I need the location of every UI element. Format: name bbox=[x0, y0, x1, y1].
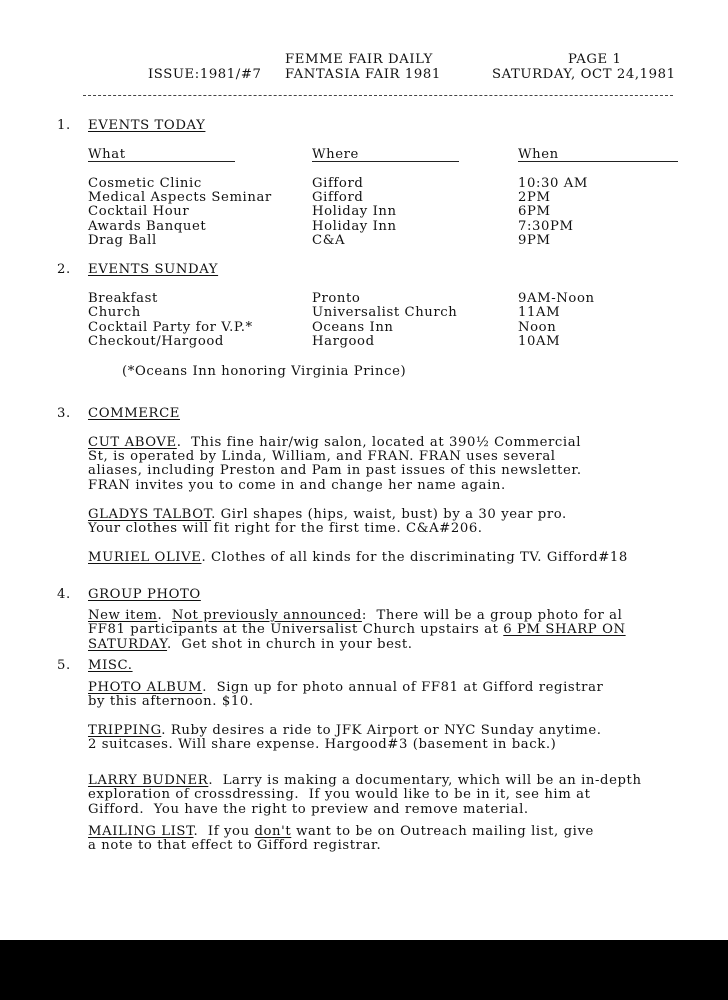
page-number: PAGE 1 bbox=[568, 52, 622, 67]
scan-bottom-border bbox=[0, 940, 728, 1000]
event-what: Awards Banquet bbox=[88, 219, 207, 234]
event-when: 10:30 AM bbox=[518, 176, 589, 191]
text: : There will be a group photo for al bbox=[361, 608, 623, 623]
event-when: 2PM bbox=[518, 190, 551, 205]
event-where: C&A bbox=[312, 233, 346, 248]
event-where: Pronto bbox=[312, 291, 361, 306]
section-number: 5. bbox=[57, 658, 71, 673]
section-title: GROUP PHOTO bbox=[88, 587, 201, 602]
event-where: Hargood bbox=[312, 334, 375, 349]
text: . bbox=[157, 608, 172, 623]
emphasis: Not previously announced bbox=[171, 608, 362, 623]
item-text: Gifford. You have the right to preview and remove material. bbox=[88, 802, 529, 817]
event-where: Oceans Inn bbox=[312, 320, 394, 335]
event-when: 11AM bbox=[518, 305, 561, 320]
item-text: want to be on Outreach mailing list, give bbox=[291, 824, 594, 839]
event-when: 6PM bbox=[518, 204, 551, 219]
section-number: 3. bbox=[57, 406, 71, 421]
group-photo-line-3 bbox=[88, 637, 413, 652]
event-name: FANTASIA FAIR 1981 bbox=[285, 67, 441, 82]
event-what: Drag Ball bbox=[88, 233, 157, 248]
item-name: LARRY BUDNER bbox=[88, 773, 209, 788]
column-underline bbox=[518, 161, 678, 162]
event-when: 9AM-Noon bbox=[518, 291, 595, 306]
text: FF81 participants at the Universalist Church upstairs at bbox=[88, 622, 504, 637]
event-where: Gifford bbox=[312, 176, 364, 191]
event-when: 7:30PM bbox=[518, 219, 574, 234]
event-what: Medical Aspects Seminar bbox=[88, 190, 272, 205]
event-where: Holiday Inn bbox=[312, 204, 397, 219]
item-tripping bbox=[88, 723, 602, 738]
item-text: 2 suitcases. Will share expense. Hargood#3 (basement in back.) bbox=[88, 737, 557, 752]
business-name: GLADYS TALBOT bbox=[88, 507, 212, 522]
item-name: PHOTO ALBUM bbox=[88, 680, 203, 695]
item-photo-album bbox=[88, 680, 603, 695]
text: . Get shot in church in your best. bbox=[167, 637, 413, 652]
column-underline bbox=[312, 161, 459, 162]
event-what: Church bbox=[88, 305, 141, 320]
listing-text: St, is operated by Linda, William, and FRAN. FRAN uses several bbox=[88, 449, 556, 464]
item-larry-budner bbox=[88, 773, 642, 788]
emphasis: New item bbox=[88, 608, 158, 623]
section-number: 4. bbox=[57, 587, 71, 602]
column-header-where: Where bbox=[312, 147, 359, 162]
event-what: Cocktail Party for V.P.* bbox=[88, 320, 253, 335]
listing-text: . Clothes of all kinds for the discriminating TV. Gifford#18 bbox=[201, 550, 628, 565]
issue-date: SATURDAY, OCT 24,1981 bbox=[492, 67, 676, 82]
event-what: Checkout/Hargood bbox=[88, 334, 224, 349]
group-photo-line-1 bbox=[88, 608, 622, 623]
listing-text: aliases, including Preston and Pam in past issues of this newsletter. bbox=[88, 463, 582, 478]
event-what: Cosmetic Clinic bbox=[88, 176, 202, 191]
group-photo-line-2 bbox=[88, 622, 626, 637]
item-text: exploration of crossdressing. If you would like to be in it, see him at bbox=[88, 787, 591, 802]
section-title: MISC. bbox=[88, 658, 133, 673]
item-text: a note to that effect to Gifford registrar. bbox=[88, 838, 382, 853]
event-what: Breakfast bbox=[88, 291, 158, 306]
item-name: TRIPPING bbox=[88, 723, 162, 738]
item-text: . Sign up for photo annual of FF81 at Gifford registrar bbox=[202, 680, 604, 695]
newsletter-title: FEMME FAIR DAILY bbox=[285, 52, 433, 67]
footnote: (*Oceans Inn honoring Virginia Prince) bbox=[122, 364, 407, 379]
event-when: 10AM bbox=[518, 334, 561, 349]
section-number: 1. bbox=[57, 118, 71, 133]
column-underline bbox=[88, 161, 235, 162]
business-name: MURIEL OLIVE bbox=[88, 550, 202, 565]
item-text: . If you bbox=[193, 824, 255, 839]
event-where: Universalist Church bbox=[312, 305, 458, 320]
emphasis: don't bbox=[254, 824, 292, 839]
listing-gladys-talbot bbox=[88, 507, 567, 522]
section-number: 2. bbox=[57, 262, 71, 277]
item-name: MAILING LIST bbox=[88, 824, 194, 839]
event-when: 9PM bbox=[518, 233, 551, 248]
listing-text: . This fine hair/wig salon, located at 390½ Commercial bbox=[176, 435, 582, 450]
emphasis: SATURDAY bbox=[88, 637, 168, 652]
listing-text: . Girl shapes (hips, waist, bust) by a 30 year pro. bbox=[211, 507, 567, 522]
business-name: CUT ABOVE bbox=[88, 435, 177, 450]
emphasis: 6 PM SHARP ON bbox=[503, 622, 626, 637]
item-text: . Larry is making a documentary, which will be an in-depth bbox=[208, 773, 642, 788]
section-title: COMMERCE bbox=[88, 406, 180, 421]
section-title: EVENTS TODAY bbox=[88, 118, 206, 133]
listing-muriel-olive bbox=[88, 550, 628, 565]
listing-cut-above bbox=[88, 435, 581, 450]
item-mailing-list bbox=[88, 824, 594, 839]
event-where: Gifford bbox=[312, 190, 364, 205]
event-when: Noon bbox=[518, 320, 557, 335]
header-divider bbox=[83, 95, 673, 96]
listing-text: FRAN invites you to come in and change her name again. bbox=[88, 478, 506, 493]
listing-text: Your clothes will fit right for the first time. C&A#206. bbox=[88, 521, 483, 536]
issue-number: ISSUE:1981/#7 bbox=[148, 67, 262, 82]
column-header-what: What bbox=[88, 147, 126, 162]
section-title: EVENTS SUNDAY bbox=[88, 262, 219, 277]
column-header-when: When bbox=[518, 147, 559, 162]
event-what: Cocktail Hour bbox=[88, 204, 190, 219]
event-where: Holiday Inn bbox=[312, 219, 397, 234]
item-text: . Ruby desires a ride to JFK Airport or NYC Sunday anytime. bbox=[161, 723, 602, 738]
item-text: by this afternoon. $10. bbox=[88, 694, 254, 709]
